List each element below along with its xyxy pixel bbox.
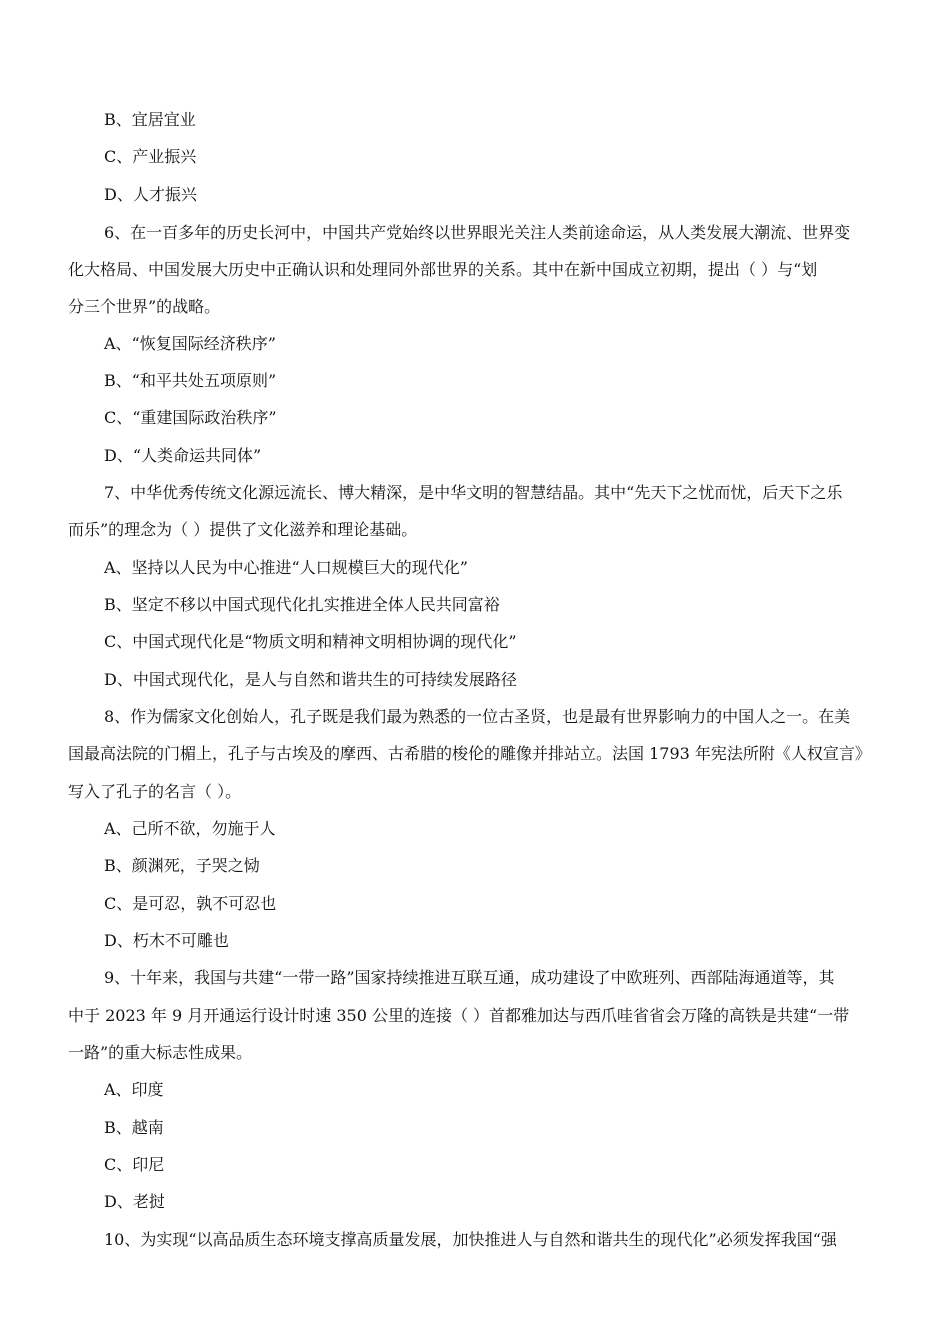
q8-option-d: D、朽木不可雕也 <box>104 931 229 950</box>
q8-option-a: A、己所不欲，勿施于人 <box>104 819 276 838</box>
q6-stem-line-3: 分三个世界”的战略。 <box>68 297 221 316</box>
q9-stem-line-1: 9、十年来，我国与共建“一带一路”国家持续推进互联互通，成功建设了中欧班列、西部陆海通道等，其 <box>104 968 835 987</box>
q7-option-b: B、坚定不移以中国式现代化扎实推进全体人民共同富裕 <box>104 595 500 614</box>
q5-option-b: B、宜居宜业 <box>104 110 196 129</box>
q9-stem-line-3: 一路”的重大标志性成果。 <box>68 1043 253 1062</box>
q9-option-d: D、老挝 <box>104 1192 165 1211</box>
q7-option-c: C、中国式现代化是“物质文明和精神文明相协调的现代化” <box>104 632 517 651</box>
q9-option-c: C、印尼 <box>104 1155 165 1174</box>
q6-stem-line-2: 化大格局、中国发展大历史中正确认识和处理同外部世界的关系。其中在新中国成立初期，提出（ ）与“划 <box>68 260 818 279</box>
q6-option-d: D、“人类命运共同体” <box>104 446 262 465</box>
q8-stem-line-3: 写入了孔子的名言（ ）。 <box>68 782 242 801</box>
q5-option-d: D、人才振兴 <box>104 185 197 204</box>
q8-stem-line-1: 8、作为儒家文化创始人，孔子既是我们最为熟悉的一位古圣贤，也是最有世界影响力的中国人之一。在美 <box>104 707 851 726</box>
q8-option-c: C、是可忍，孰不可忍也 <box>104 894 277 913</box>
q6-option-a: A、“恢复国际经济秩序” <box>104 334 276 353</box>
q6-option-c: C、“重建国际政治秩序” <box>104 408 277 427</box>
q7-option-a: A、坚持以人民为中心推进“人口规模巨大的现代化” <box>104 558 468 577</box>
q6-stem-line-1: 6、在一百多年的历史长河中，中国共产党始终以世界眼光关注人类前途命运，从人类发展大潮流、世界变 <box>104 223 851 242</box>
q7-stem-line-1: 7、中华优秀传统文化源远流长、博大精深，是中华文明的智慧结晶。其中“先天下之忧而忧，后天下之乐 <box>104 483 843 502</box>
q9-option-a: A、印度 <box>104 1080 164 1099</box>
q6-option-b: B、“和平共处五项原则” <box>104 371 277 390</box>
q5-option-c: C、产业振兴 <box>104 147 197 166</box>
q7-option-d: D、中国式现代化，是人与自然和谐共生的可持续发展路径 <box>104 670 517 689</box>
q8-option-b: B、颜渊死，子哭之恸 <box>104 856 260 875</box>
q7-stem-line-2: 而乐”的理念为（ ）提供了文化滋养和理论基础。 <box>68 520 418 539</box>
q10-stem-line-1: 10、为实现“以高品质生态环境支撑高质量发展，加快推进人与自然和谐共生的现代化”必须发挥我国“强 <box>104 1230 837 1249</box>
q8-stem-line-2: 国最高法院的门楣上，孔子与古埃及的摩西、古希腊的梭伦的雕像并排站立。法国 1793 年宪法所附《人权宣言》 <box>68 744 871 763</box>
q9-stem-line-2: 中于 2023 年 9 月开通运行设计时速 350 公里的连接（ ）首都雅加达与西爪哇省省会万隆的高铁是共建“一带 <box>68 1006 850 1025</box>
q9-option-b: B、越南 <box>104 1118 164 1137</box>
